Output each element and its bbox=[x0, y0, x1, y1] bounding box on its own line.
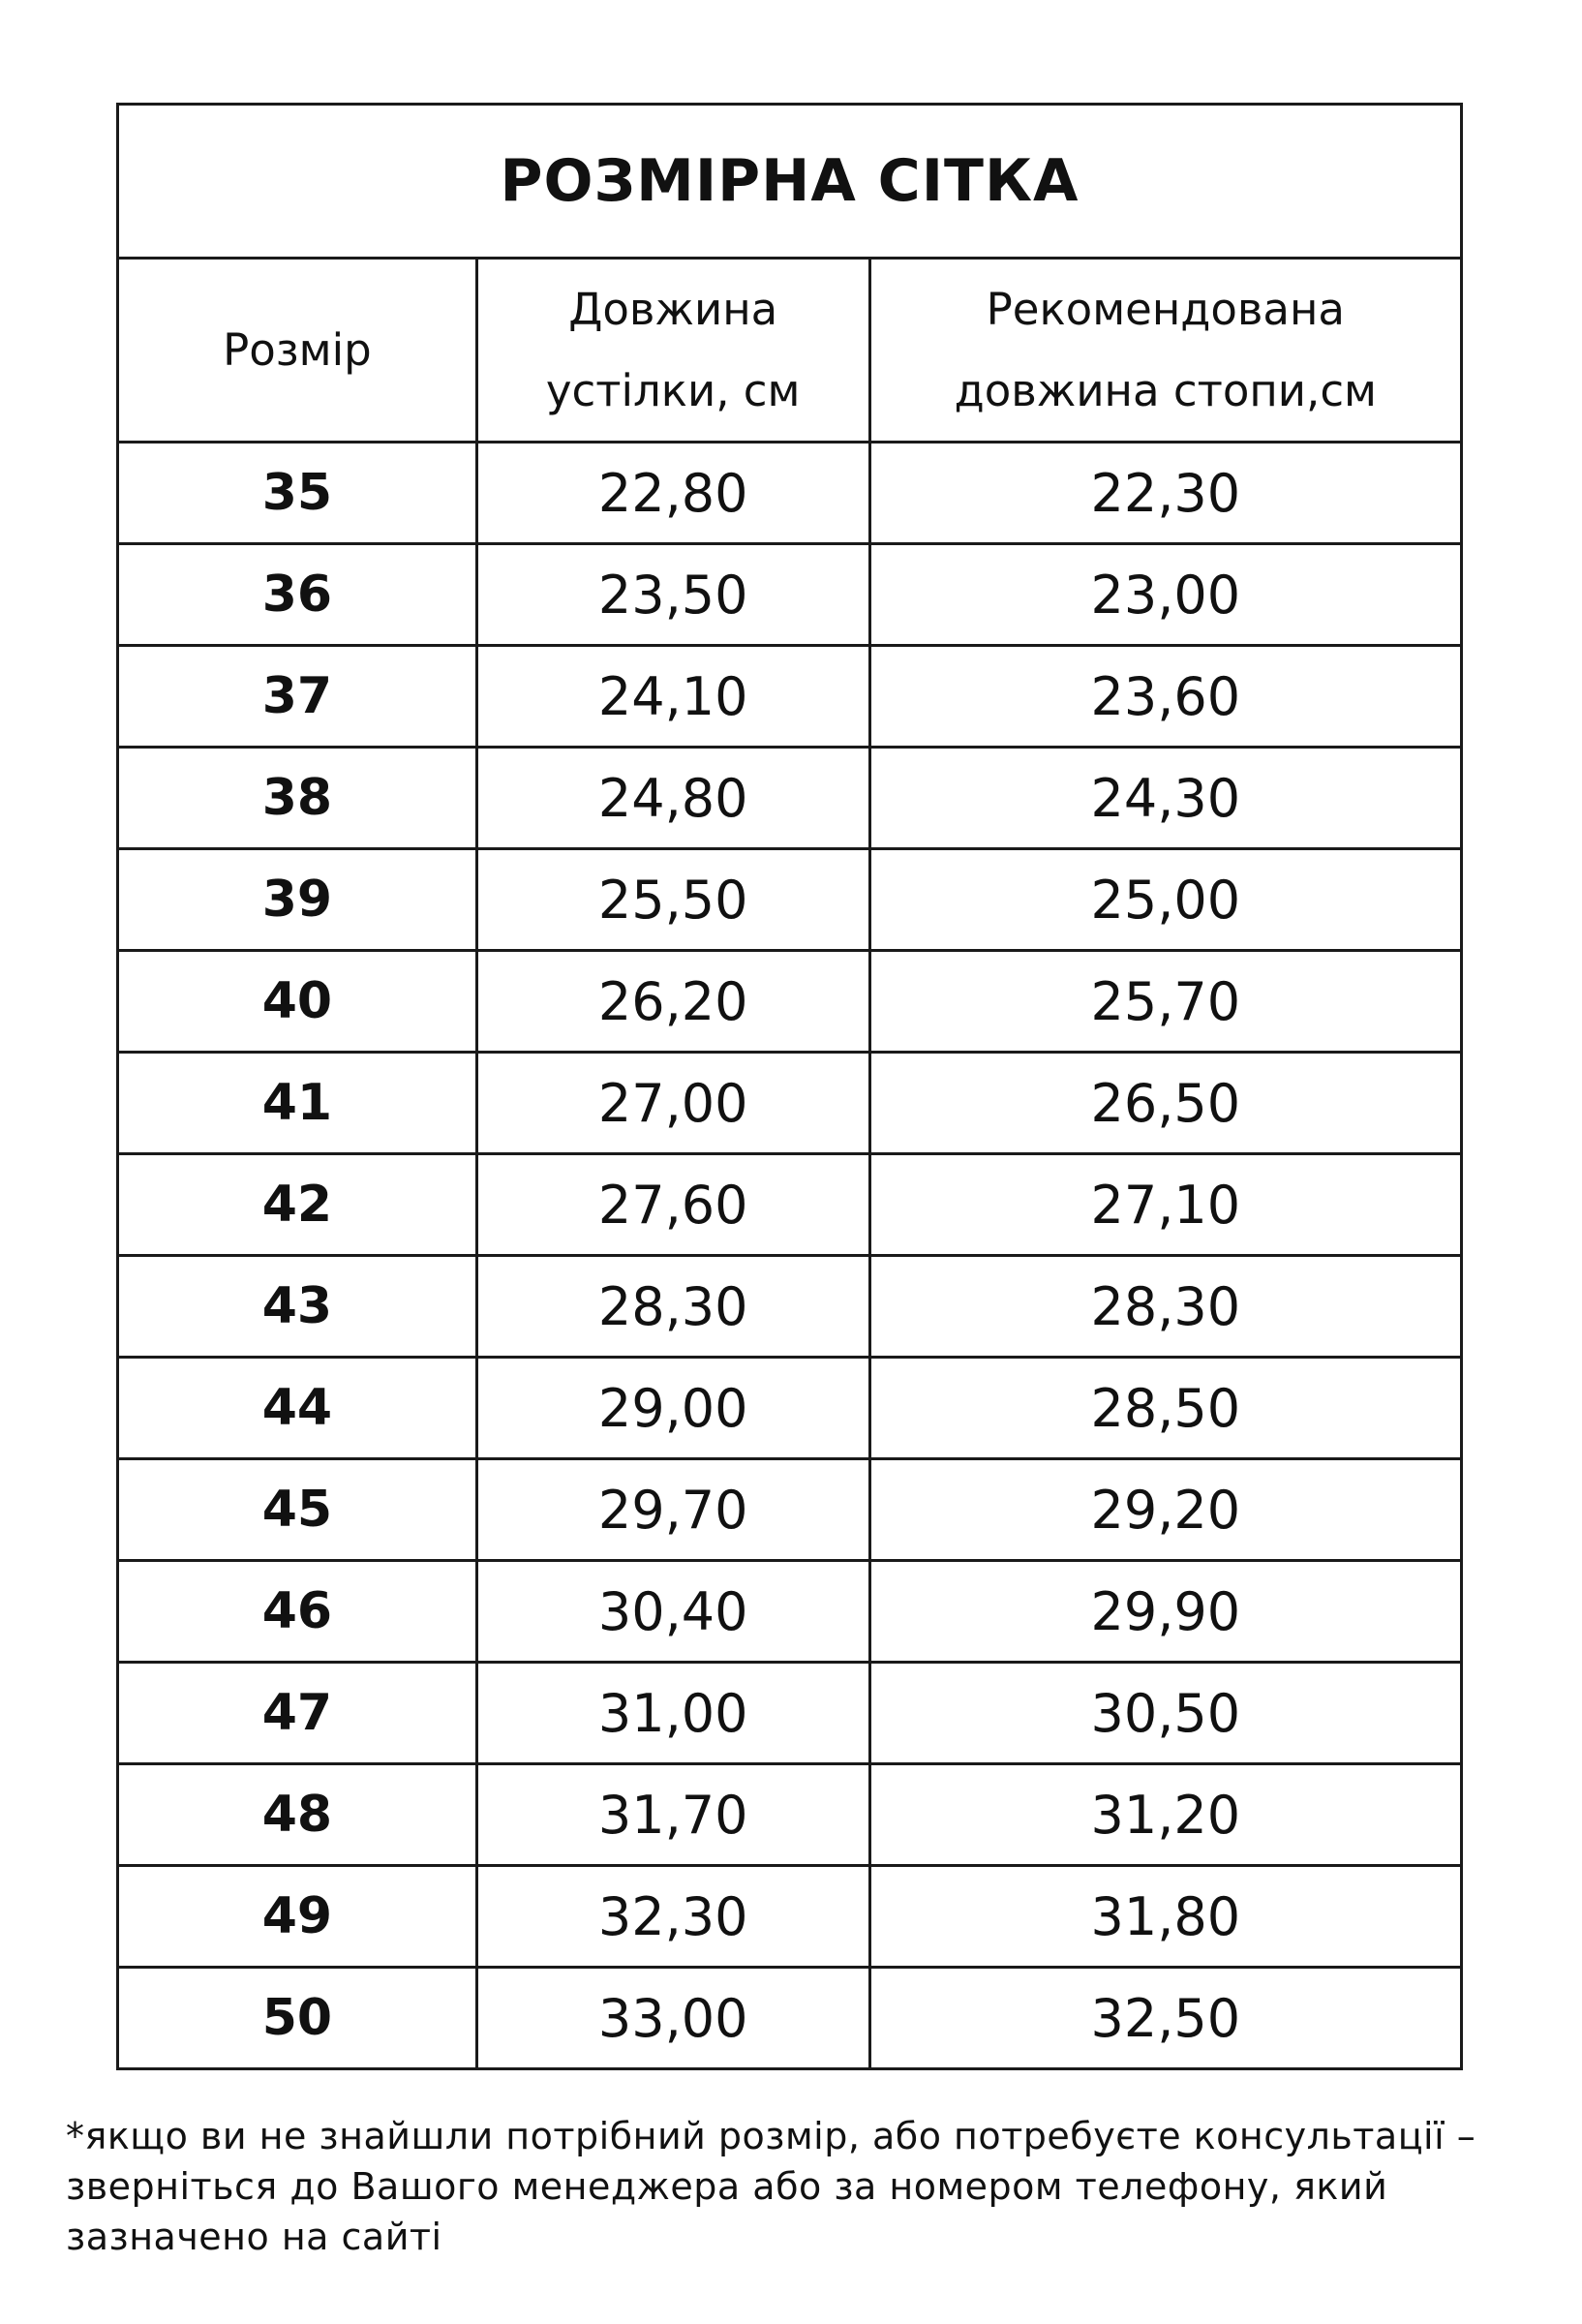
insole-length-cell: 31,70 bbox=[476, 1764, 869, 1866]
foot-length-cell: 23,00 bbox=[869, 544, 1461, 646]
insole-length-cell: 29,70 bbox=[476, 1459, 869, 1561]
header-insole-line1: Довжина bbox=[568, 283, 778, 335]
insole-length-cell: 29,00 bbox=[476, 1358, 869, 1459]
foot-length-cell: 31,80 bbox=[869, 1866, 1461, 1968]
insole-length-cell: 33,00 bbox=[476, 1968, 869, 2069]
table-row bbox=[118, 1459, 1462, 1561]
table-title: РОЗМІРНА СІТКА bbox=[118, 105, 1462, 259]
insole-length-cell: 26,20 bbox=[476, 951, 869, 1053]
header-insole-line2: устілки, см bbox=[545, 364, 801, 416]
insole-length-cell: 32,30 bbox=[476, 1866, 869, 1968]
size-cell: 50 bbox=[118, 1968, 477, 2069]
foot-length-cell: 32,50 bbox=[869, 1968, 1461, 2069]
table-row bbox=[118, 951, 1462, 1053]
size-cell: 37 bbox=[118, 646, 477, 748]
insole-length-cell: 22,80 bbox=[476, 443, 869, 544]
size-cell: 39 bbox=[118, 849, 477, 951]
foot-length-cell: 25,00 bbox=[869, 849, 1461, 951]
table-row bbox=[118, 1154, 1462, 1256]
foot-length-cell: 29,20 bbox=[869, 1459, 1461, 1561]
header-size bbox=[118, 259, 477, 443]
table-row bbox=[118, 849, 1462, 951]
table-row bbox=[118, 1764, 1462, 1866]
insole-length-cell: 23,50 bbox=[476, 544, 869, 646]
table-row bbox=[118, 1053, 1462, 1154]
header-insole-length bbox=[476, 259, 869, 443]
table-row bbox=[118, 1256, 1462, 1358]
size-cell: 43 bbox=[118, 1256, 477, 1358]
insole-length-cell: 28,30 bbox=[476, 1256, 869, 1358]
foot-length-cell: 30,50 bbox=[869, 1663, 1461, 1764]
foot-length-cell: 28,30 bbox=[869, 1256, 1461, 1358]
table-row bbox=[118, 443, 1462, 544]
table-row bbox=[118, 1968, 1462, 2069]
size-chart-table bbox=[116, 103, 1463, 2070]
insole-length-cell: 30,40 bbox=[476, 1561, 869, 1663]
foot-length-cell: 25,70 bbox=[869, 951, 1461, 1053]
footnote-line-1: *якщо ви не знайшли потрібний розмір, або потребуєте консультації – bbox=[66, 2115, 1476, 2157]
table-row bbox=[118, 544, 1462, 646]
size-cell: 40 bbox=[118, 951, 477, 1053]
insole-length-cell: 27,60 bbox=[476, 1154, 869, 1256]
foot-length-cell: 23,60 bbox=[869, 646, 1461, 748]
foot-length-cell: 29,90 bbox=[869, 1561, 1461, 1663]
foot-length-cell: 22,30 bbox=[869, 443, 1461, 544]
insole-length-cell: 27,00 bbox=[476, 1053, 869, 1154]
footnote-line-3: зазначено на сайті bbox=[66, 2216, 442, 2258]
size-cell: 44 bbox=[118, 1358, 477, 1459]
table-body bbox=[118, 443, 1462, 2069]
size-cell: 42 bbox=[118, 1154, 477, 1256]
table-row bbox=[118, 1358, 1462, 1459]
footnote bbox=[66, 2111, 1518, 2262]
header-size-label: Розмір bbox=[223, 323, 372, 376]
size-cell: 36 bbox=[118, 544, 477, 646]
table-row bbox=[118, 748, 1462, 849]
header-foot-line1: Рекомендована bbox=[986, 283, 1345, 335]
insole-length-cell: 24,10 bbox=[476, 646, 869, 748]
foot-length-cell: 26,50 bbox=[869, 1053, 1461, 1154]
size-cell: 48 bbox=[118, 1764, 477, 1866]
size-cell: 45 bbox=[118, 1459, 477, 1561]
insole-length-cell: 25,50 bbox=[476, 849, 869, 951]
foot-length-cell: 28,50 bbox=[869, 1358, 1461, 1459]
table-row bbox=[118, 1866, 1462, 1968]
insole-length-cell: 31,00 bbox=[476, 1663, 869, 1764]
foot-length-cell: 24,30 bbox=[869, 748, 1461, 849]
insole-length-cell: 24,80 bbox=[476, 748, 869, 849]
size-cell: 38 bbox=[118, 748, 477, 849]
size-cell: 46 bbox=[118, 1561, 477, 1663]
header-foot-length bbox=[869, 259, 1461, 443]
header-foot-line2: довжина стопи,см bbox=[954, 364, 1378, 416]
size-cell: 41 bbox=[118, 1053, 477, 1154]
size-cell: 49 bbox=[118, 1866, 477, 1968]
size-cell: 35 bbox=[118, 443, 477, 544]
footnote-line-2: зверніться до Вашого менеджера або за номером телефону, який bbox=[66, 2165, 1388, 2208]
table-row bbox=[118, 1663, 1462, 1764]
size-cell: 47 bbox=[118, 1663, 477, 1764]
foot-length-cell: 27,10 bbox=[869, 1154, 1461, 1256]
table-row bbox=[118, 1561, 1462, 1663]
foot-length-cell: 31,20 bbox=[869, 1764, 1461, 1866]
table-row bbox=[118, 646, 1462, 748]
